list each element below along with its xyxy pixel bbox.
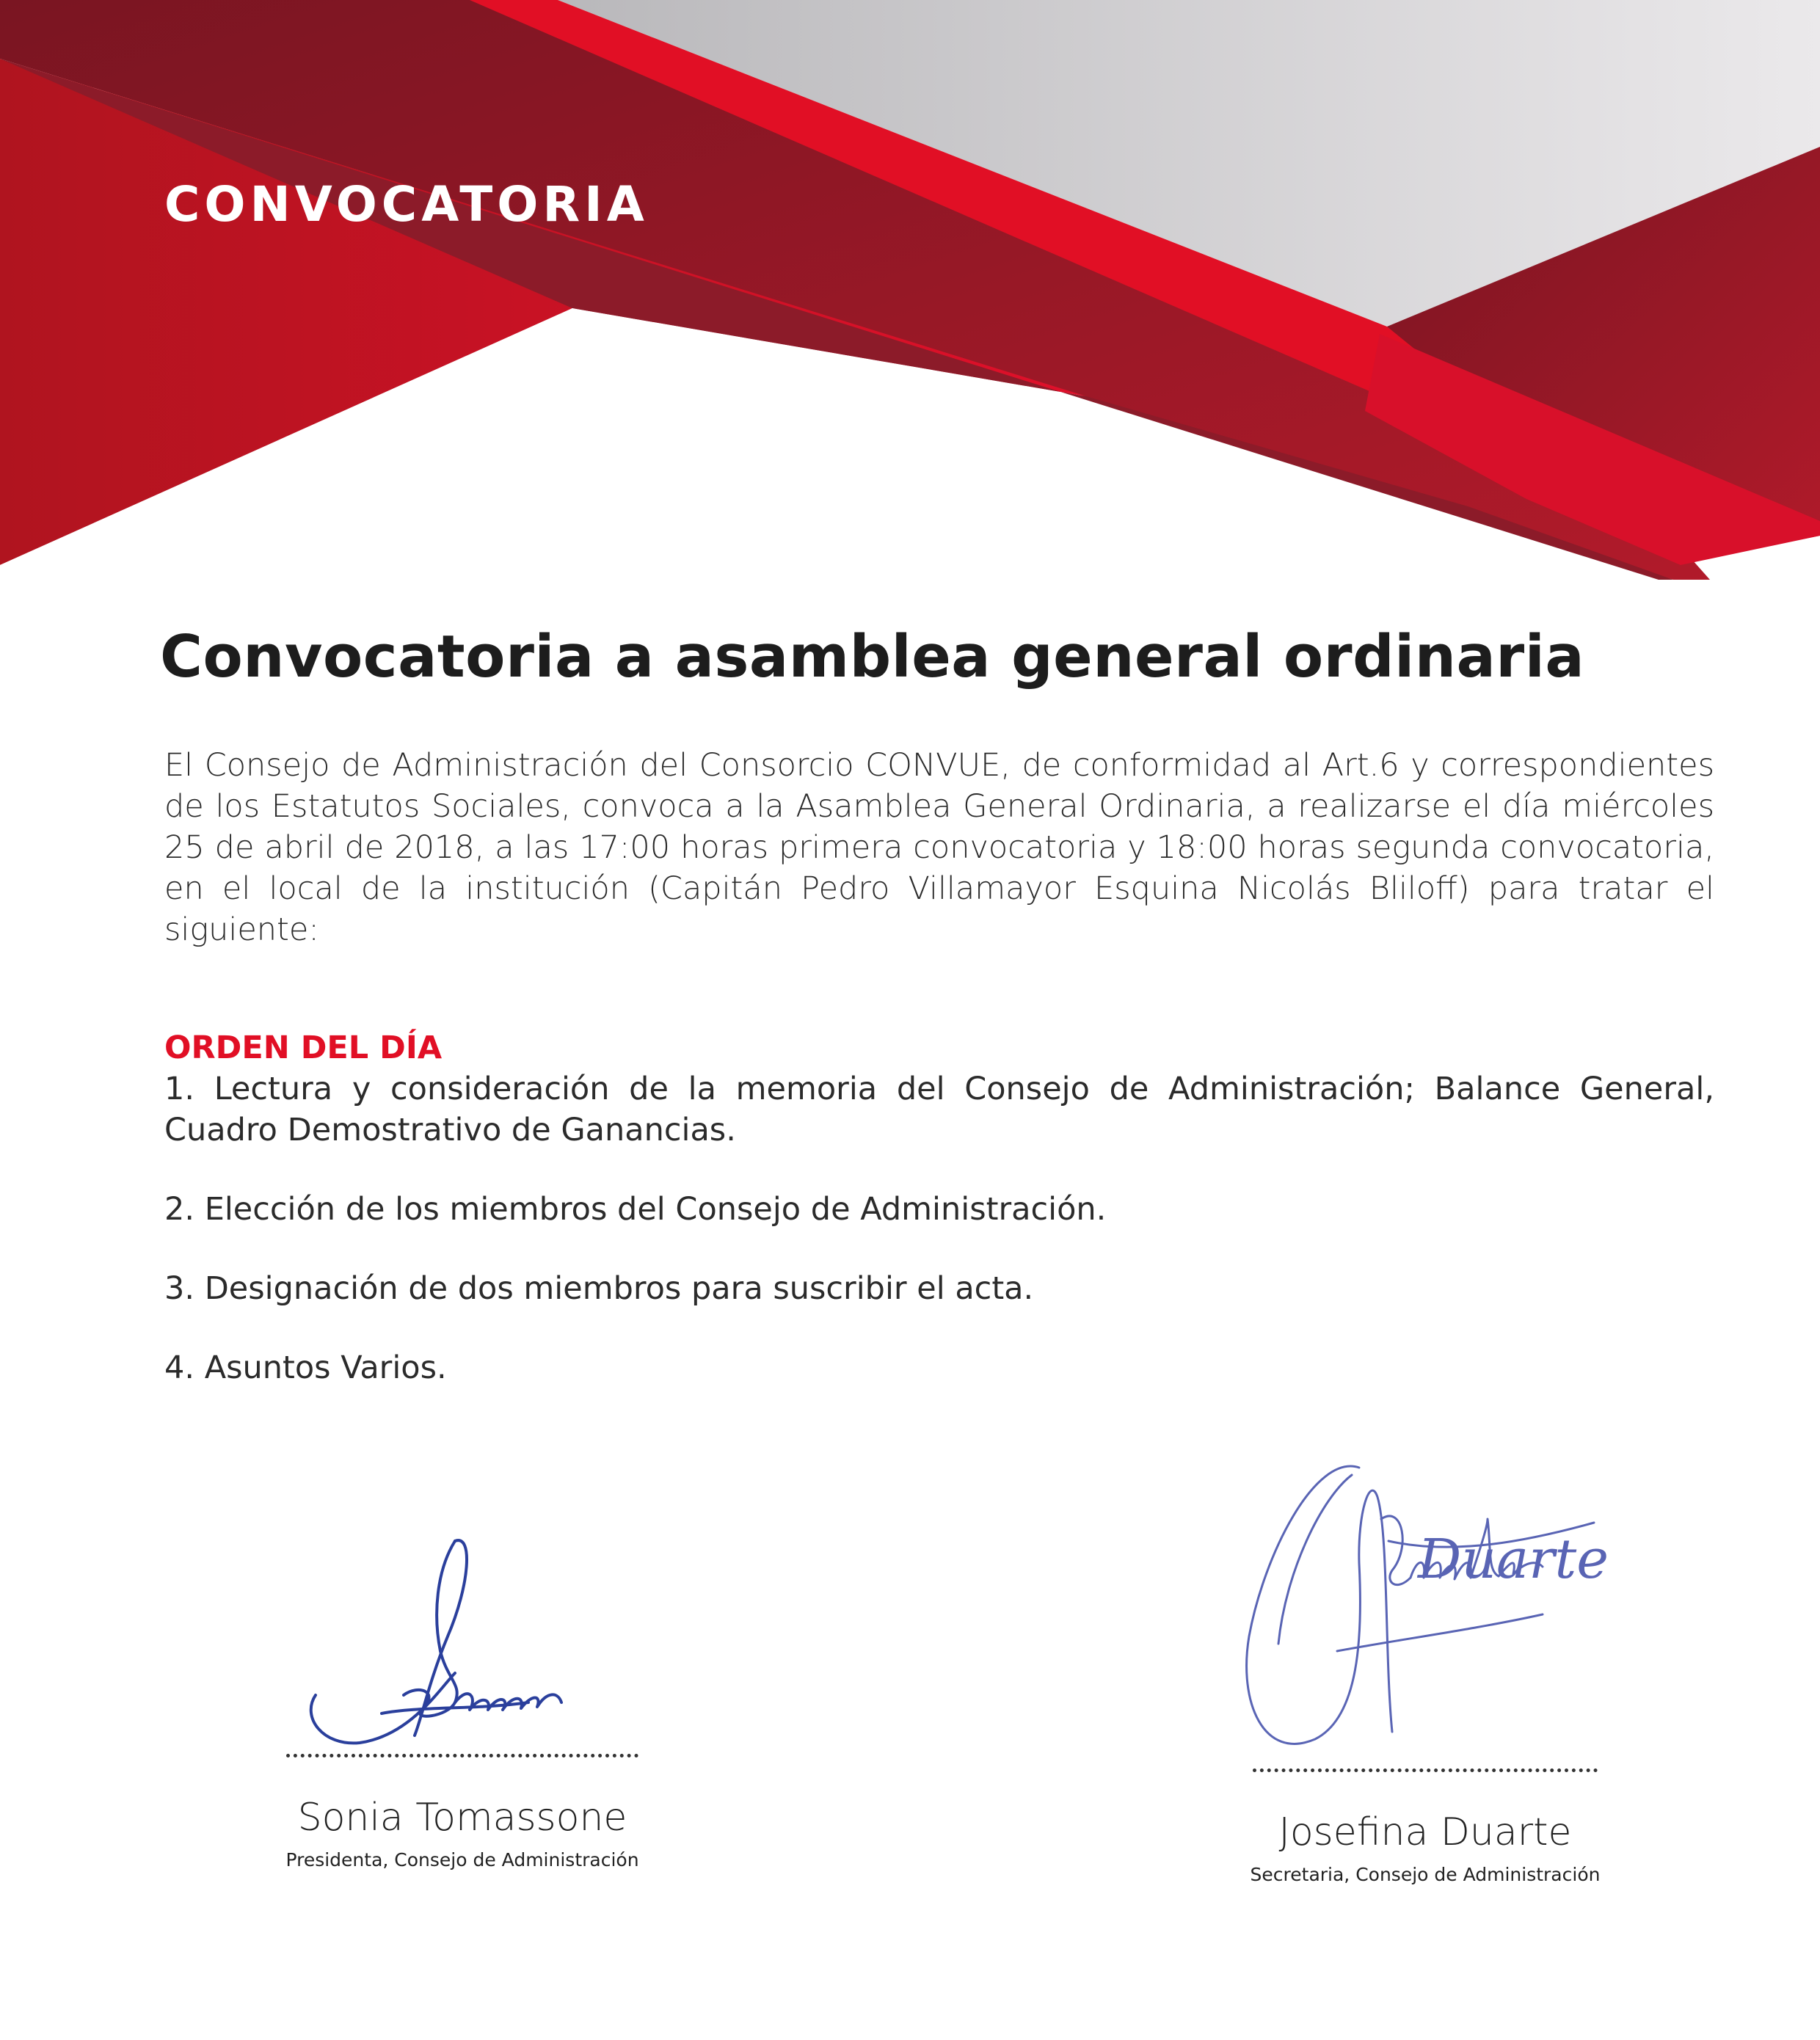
- agenda-item: 3. Designación de dos miembros para suscribir el acta.: [164, 1270, 1034, 1307]
- signer-role: Presidenta, Consejo de Administración: [285, 1849, 639, 1871]
- signature-line: [1253, 1768, 1598, 1772]
- signer-name: Sonia Tomassone: [297, 1796, 627, 1840]
- intro-paragraph: El Consejo de Administración del Consorcio CONVUE, de conformidad al Art.6 y correspondientes de los Estatutos Sociales, convoca a la Asamblea General Ordinaria, a realizarse el día miércoles 25 de abril de 2018, a las 17:00 horas primera convocatoria y 18:00 horas segunda convocatoria, en el local de la institución (Capitán Pedro Villamayor Esquina Nicolás Bliloff) para tratar el siguiente:: [164, 747, 1714, 948]
- agenda-heading: ORDEN DEL DÍA: [164, 1030, 443, 1066]
- page-title: Convocatoria a asamblea general ordinaria: [160, 623, 1585, 691]
- signature-line: [286, 1754, 638, 1757]
- agenda-item: 2. Elección de los miembros del Consejo de Administración.: [164, 1191, 1107, 1228]
- header-banner: [0, 0, 1820, 587]
- agenda-item: 4. Asuntos Varios.: [164, 1349, 447, 1386]
- handwritten-signature-president: [272, 1526, 653, 1754]
- signature-handwriting: Duarte: [1418, 1528, 1609, 1591]
- signature-block-secretary: [1183, 1453, 1667, 1885]
- agenda-item: 1. Lectura y consideración de la memoria del Consejo de Administración; Balance General, Cuadro Demostrativo de Ganancias.: [164, 1071, 1714, 1148]
- agenda-list: [164, 1068, 1714, 1427]
- signer-role: Secretaria, Consejo de Administración: [1250, 1864, 1601, 1886]
- signer-name: Josefina Duarte: [1278, 1810, 1572, 1854]
- header-title: CONVOCATORIA: [164, 176, 649, 233]
- handwritten-signature-secretary: [1234, 1453, 1616, 1768]
- signature-block-president: [235, 1526, 690, 1870]
